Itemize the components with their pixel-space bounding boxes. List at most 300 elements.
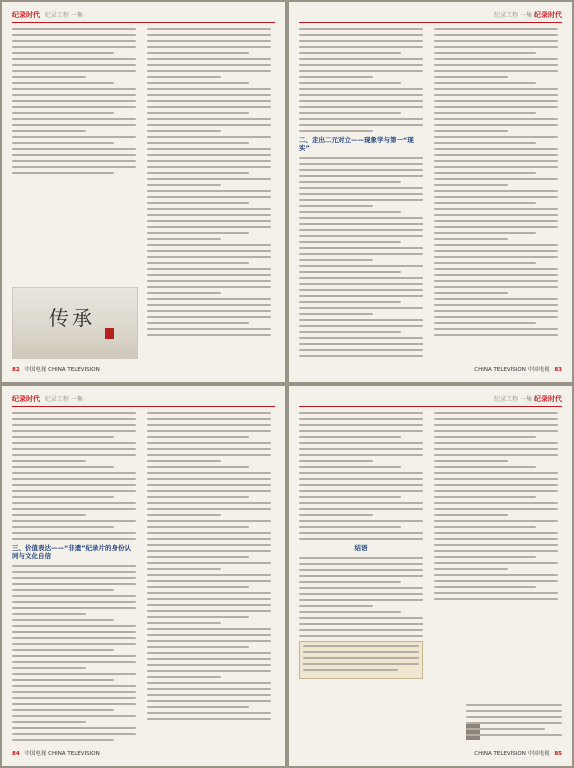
text-line <box>299 472 423 474</box>
text-line <box>299 229 423 231</box>
header-rule <box>299 22 562 23</box>
text-line <box>434 34 558 36</box>
text-line <box>147 496 249 498</box>
text-line <box>299 623 423 625</box>
page-footer <box>299 365 562 375</box>
text-line <box>299 454 423 456</box>
text-line <box>434 88 558 90</box>
text-line <box>299 307 423 309</box>
text-line <box>434 124 558 126</box>
text-line <box>299 325 423 327</box>
text-line <box>299 593 423 595</box>
text-line <box>12 460 86 462</box>
text-line <box>434 256 558 258</box>
text-line <box>434 310 558 312</box>
text-line <box>434 418 558 420</box>
text-line <box>434 94 558 96</box>
text-line <box>299 253 423 255</box>
page-82 <box>2 2 285 382</box>
text-line <box>147 298 271 300</box>
text-line <box>434 190 558 192</box>
text-line <box>12 478 136 480</box>
text-line <box>12 124 136 126</box>
header-rule <box>299 406 562 407</box>
text-line <box>299 343 423 345</box>
text-line <box>147 460 221 462</box>
text-line <box>12 496 114 498</box>
text-line <box>147 322 249 324</box>
body-text <box>434 28 558 336</box>
text-line <box>147 514 221 516</box>
text-line <box>147 484 271 486</box>
text-line <box>12 619 114 621</box>
text-line <box>434 514 508 516</box>
calligraphy-photo <box>12 287 138 359</box>
text-line <box>299 193 423 195</box>
header-brand: 纪录时代 <box>12 395 40 403</box>
text-line <box>434 214 558 216</box>
text-line <box>147 646 249 648</box>
section-title: 二、走出二元对立——现象学与第一“现实” <box>299 136 414 153</box>
text-line <box>12 565 136 567</box>
text-line <box>299 532 423 534</box>
text-line <box>299 337 423 339</box>
text-line <box>299 569 423 571</box>
text-column-right <box>147 412 271 742</box>
header-rule <box>12 406 275 407</box>
text-line <box>434 220 558 222</box>
author-bio <box>466 704 562 740</box>
text-line <box>12 703 136 705</box>
text-line <box>147 472 271 474</box>
text-line <box>299 599 423 601</box>
text-line <box>299 34 423 36</box>
calligraphy-text: 传承 <box>49 306 95 330</box>
footer-text: CHINA TELEVISION 中国电视 <box>474 751 550 757</box>
text-line <box>147 580 271 582</box>
text-line <box>147 544 271 546</box>
text-line <box>12 160 136 162</box>
text-column-left <box>12 28 136 282</box>
text-line <box>147 34 271 36</box>
text-line <box>434 286 558 288</box>
text-line <box>434 292 508 294</box>
text-line <box>434 334 558 336</box>
text-line <box>466 704 562 706</box>
text-line <box>147 700 271 702</box>
text-line <box>299 460 373 462</box>
text-line <box>12 28 136 30</box>
text-line <box>147 64 271 66</box>
text-line <box>434 430 558 432</box>
text-line <box>299 112 401 114</box>
page-header <box>12 394 275 406</box>
text-line <box>147 688 271 690</box>
text-line <box>12 601 136 603</box>
text-line <box>303 651 419 653</box>
text-line <box>12 436 114 438</box>
text-line <box>147 280 271 282</box>
text-line <box>299 478 423 480</box>
text-line <box>147 598 271 600</box>
text-line <box>299 46 423 48</box>
text-line <box>434 598 558 600</box>
text-line <box>299 520 423 522</box>
text-line <box>147 610 271 612</box>
text-line <box>434 538 558 540</box>
text-column-left <box>299 412 423 742</box>
text-line <box>434 268 558 270</box>
text-line <box>147 658 271 660</box>
text-line <box>147 226 271 228</box>
text-line <box>299 496 401 498</box>
text-line <box>147 424 271 426</box>
text-line <box>299 169 423 171</box>
text-line <box>147 502 271 504</box>
text-line <box>12 172 114 174</box>
text-line <box>434 496 536 498</box>
text-line <box>434 118 558 120</box>
text-line <box>299 514 373 516</box>
text-line <box>299 295 423 297</box>
text-line <box>434 490 558 492</box>
bio-text <box>466 704 562 736</box>
text-line <box>147 286 271 288</box>
body-text-b <box>299 157 423 357</box>
text-line <box>434 448 558 450</box>
text-line <box>299 355 423 357</box>
text-line <box>147 100 271 102</box>
text-line <box>12 52 114 54</box>
text-line <box>147 574 271 576</box>
header-rule <box>12 22 275 23</box>
text-line <box>299 289 423 291</box>
text-line <box>12 709 114 711</box>
text-line <box>147 262 249 264</box>
text-line <box>299 223 423 225</box>
text-line <box>299 157 423 159</box>
text-line <box>434 238 508 240</box>
text-line <box>147 82 249 84</box>
text-line <box>12 466 114 468</box>
text-line <box>299 575 423 577</box>
text-line <box>434 574 558 576</box>
text-line <box>299 88 423 90</box>
text-line <box>299 106 423 108</box>
text-line <box>434 442 558 444</box>
text-line <box>12 100 136 102</box>
text-line <box>147 538 271 540</box>
text-line <box>299 418 423 420</box>
text-line <box>147 676 221 678</box>
text-line <box>147 166 271 168</box>
text-line <box>434 454 558 456</box>
text-line <box>12 40 136 42</box>
text-line <box>147 316 271 318</box>
text-line <box>147 640 271 642</box>
text-line <box>147 634 271 636</box>
page-number: 84 <box>12 751 20 757</box>
text-line <box>12 655 136 657</box>
text-line <box>299 319 423 321</box>
text-line <box>12 58 136 60</box>
text-line <box>147 706 249 708</box>
text-line <box>434 148 558 150</box>
text-line <box>12 64 136 66</box>
text-line <box>147 268 271 270</box>
text-line <box>434 82 536 84</box>
text-line <box>12 424 136 426</box>
text-line <box>299 430 423 432</box>
text-line <box>434 166 558 168</box>
text-line <box>299 557 423 559</box>
text-line <box>12 577 136 579</box>
page-footer <box>299 749 562 759</box>
text-line <box>434 40 558 42</box>
text-line <box>434 154 558 156</box>
text-line <box>466 716 562 718</box>
text-line <box>466 734 562 736</box>
text-line <box>12 721 86 723</box>
text-line <box>299 199 423 201</box>
text-line <box>434 244 558 246</box>
text-line <box>147 334 271 336</box>
page-footer <box>12 365 275 375</box>
text-line <box>12 106 136 108</box>
text-line <box>147 208 271 210</box>
text-line <box>434 472 558 474</box>
text-line <box>434 232 536 234</box>
text-line <box>303 657 419 659</box>
text-line <box>12 418 136 420</box>
text-line <box>434 520 558 522</box>
text-line <box>12 538 136 540</box>
text-line <box>299 412 423 414</box>
page-header <box>299 10 562 22</box>
text-line <box>434 250 558 252</box>
text-line <box>299 205 373 207</box>
text-line <box>299 331 401 333</box>
text-line <box>434 436 536 438</box>
text-line <box>12 166 136 168</box>
text-line <box>12 583 136 585</box>
text-line <box>12 733 136 735</box>
text-line <box>12 502 136 504</box>
text-line <box>12 727 136 729</box>
text-line <box>147 616 249 618</box>
text-line <box>299 635 423 637</box>
text-line <box>147 652 271 654</box>
text-line <box>12 625 136 627</box>
text-line <box>147 454 271 456</box>
text-line <box>147 274 271 276</box>
text-line <box>434 322 536 324</box>
text-line <box>147 478 271 480</box>
text-line <box>434 160 558 162</box>
text-line <box>147 172 249 174</box>
text-line <box>299 502 423 504</box>
text-line <box>12 691 136 693</box>
text-line <box>147 664 271 666</box>
text-line <box>299 442 423 444</box>
text-line <box>147 232 249 234</box>
text-line <box>434 52 536 54</box>
text-line <box>299 617 423 619</box>
text-line <box>147 586 249 588</box>
text-line <box>434 178 558 180</box>
text-line <box>147 526 249 528</box>
text-line <box>434 532 558 534</box>
text-line <box>147 718 271 720</box>
text-line <box>12 88 136 90</box>
header-brand: 纪录时代 <box>534 11 562 19</box>
text-line <box>299 100 423 102</box>
page-header <box>299 394 562 406</box>
text-line <box>299 211 401 213</box>
text-line <box>147 76 221 78</box>
text-line <box>12 589 114 591</box>
text-line <box>147 694 271 696</box>
text-line <box>434 478 558 480</box>
text-line <box>299 64 423 66</box>
text-line <box>12 508 136 510</box>
text-line <box>303 645 419 647</box>
text-line <box>299 349 423 351</box>
text-line <box>147 52 249 54</box>
text-line <box>147 466 249 468</box>
text-line <box>12 46 136 48</box>
text-line <box>299 247 423 249</box>
text-line <box>434 556 536 558</box>
references-column <box>434 412 558 686</box>
text-line <box>434 76 508 78</box>
text-line <box>434 424 558 426</box>
text-line <box>147 550 271 552</box>
text-line <box>434 64 558 66</box>
text-line <box>434 136 558 138</box>
text-line <box>299 283 423 285</box>
text-line <box>147 430 271 432</box>
text-line <box>299 277 423 279</box>
text-line <box>12 613 86 615</box>
text-line <box>147 490 271 492</box>
text-line <box>12 412 136 414</box>
header-sub: 纪录工程 一集 <box>494 396 533 403</box>
text-line <box>147 604 271 606</box>
footer-text: 中国电视 CHINA TELEVISION <box>24 367 100 373</box>
text-line <box>147 148 271 150</box>
text-line <box>12 142 114 144</box>
text-line <box>147 214 271 216</box>
text-line <box>12 118 136 120</box>
text-line <box>147 256 271 258</box>
body-text-a <box>299 28 423 132</box>
text-line <box>299 538 423 540</box>
text-line <box>299 484 423 486</box>
text-line <box>434 172 536 174</box>
text-line <box>299 271 401 273</box>
text-line <box>299 82 401 84</box>
text-line <box>12 430 136 432</box>
text-line <box>12 94 136 96</box>
text-line <box>299 265 423 267</box>
text-line <box>147 448 271 450</box>
text-line <box>299 526 401 528</box>
text-line <box>12 607 136 609</box>
page-number: 85 <box>554 751 562 757</box>
text-line <box>147 106 271 108</box>
text-line <box>12 595 136 597</box>
text-line <box>434 544 558 546</box>
page-85 <box>289 386 572 766</box>
text-line <box>299 235 423 237</box>
text-line <box>12 472 136 474</box>
text-line <box>12 685 136 687</box>
footer-text: CHINA TELEVISION 中国电视 <box>474 367 550 373</box>
text-line <box>12 514 86 516</box>
text-line <box>434 526 536 528</box>
text-line <box>434 328 558 330</box>
text-line <box>12 130 86 132</box>
text-line <box>147 304 271 306</box>
text-line <box>299 490 423 492</box>
text-line <box>299 466 401 468</box>
text-line <box>299 436 401 438</box>
text-line <box>299 70 423 72</box>
text-line <box>434 100 558 102</box>
text-line <box>147 556 249 558</box>
page-84 <box>2 386 285 766</box>
text-line <box>299 424 423 426</box>
text-line <box>12 643 136 645</box>
body-text <box>147 412 271 720</box>
text-line <box>434 580 558 582</box>
text-line <box>299 76 373 78</box>
text-line <box>147 184 221 186</box>
text-line <box>12 571 136 573</box>
text-line <box>299 448 423 450</box>
header-sub: 纪录工程 一集 <box>44 396 83 403</box>
references-text <box>434 412 558 600</box>
text-line <box>147 160 271 162</box>
text-line <box>299 259 373 261</box>
text-line <box>147 40 271 42</box>
text-column-right <box>434 28 558 358</box>
red-seal-icon <box>105 328 114 339</box>
text-line <box>299 313 373 315</box>
text-line <box>147 58 271 60</box>
text-line <box>434 280 558 282</box>
text-line <box>147 628 271 630</box>
text-line <box>12 631 136 633</box>
text-line <box>299 52 401 54</box>
text-line <box>434 508 558 510</box>
text-line <box>147 238 221 240</box>
text-line <box>147 532 271 534</box>
text-line <box>147 130 221 132</box>
text-line <box>299 581 401 583</box>
text-line <box>12 76 86 78</box>
text-line <box>466 728 545 730</box>
header-brand: 纪录时代 <box>534 395 562 403</box>
text-line <box>434 412 558 414</box>
text-line <box>434 568 508 570</box>
text-line <box>147 154 271 156</box>
text-line <box>299 587 423 589</box>
text-line <box>299 508 423 510</box>
text-line <box>299 563 423 565</box>
text-line <box>299 187 423 189</box>
